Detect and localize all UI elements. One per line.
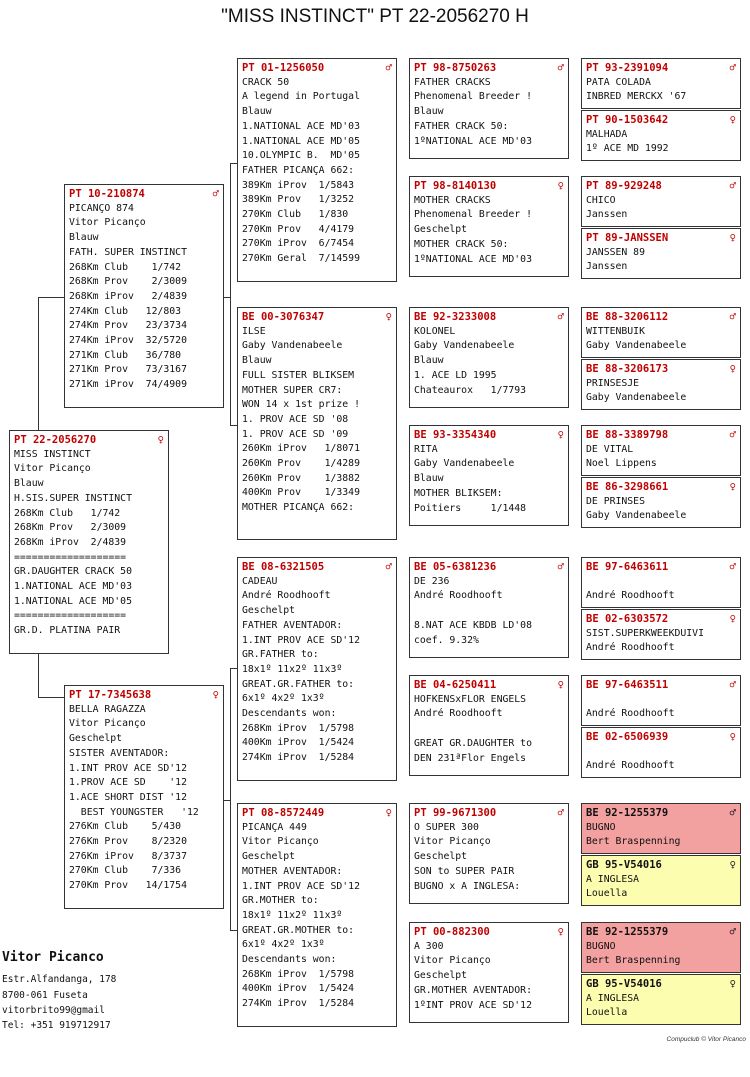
card-line: 1.NATIONAL ACE MD'03 [242,120,360,132]
card-line: Vitor Picanço [414,836,491,848]
card-line: Chateaurox 1/7793 [414,384,527,396]
card-line: Vitor Picanço [69,718,146,730]
male-icon: ♂ [729,679,736,691]
card-line: Janssen [586,209,628,221]
card-line: Vitor Picanço [69,217,146,229]
female-icon: ♀ [212,689,219,701]
card-line: 1.ACE SHORT DIST '12 [69,791,187,803]
ring-number: BE 92-3233008 [414,311,497,323]
card-line: =================== [14,610,127,622]
pedigree-card-ggp [409,803,569,904]
male-icon: ♂ [557,561,564,573]
male-icon: ♂ [729,180,736,192]
card-line: André Roodhooft [414,590,503,602]
ring-number: BE 97-6463611 [586,561,669,573]
card-line [414,604,564,619]
connector-line [230,163,231,425]
ring-number: PT 89-929248 [586,180,662,192]
card-line: PICANÇO 874 [69,202,134,214]
card-line: Louella [586,1007,628,1019]
card-line: 268Km Prov 2/3009 [69,276,187,288]
card-line: CADEAU [242,575,278,587]
pedigree-card-ggp [409,675,569,776]
pedigree-card-ggp [409,58,569,159]
male-icon: ♂ [729,926,736,938]
female-icon: ♀ [729,232,736,244]
card-line: 274Km Club 12/803 [69,305,182,317]
card-line: MOTHER BLIKSEM: [414,487,503,499]
card-line: WON 14 x 1st prize ! [242,399,360,411]
card-line: DE 236 [414,575,450,587]
female-icon: ♀ [729,613,736,625]
male-icon: ♂ [729,807,736,819]
card-line: KOLONEL [414,325,456,337]
card-line: BUGNO [586,821,616,833]
female-icon: ♀ [729,731,736,743]
card-line: André Roodhooft [586,708,675,720]
male-icon: ♂ [729,429,736,441]
card-line: 10.OLYMPIC B. MD'05 [242,150,360,162]
card-line: 1ºNATIONAL ACE MD'03 [414,135,532,147]
card-line: 270Km Prov 14/1754 [69,880,187,892]
card-line: André Roodhooft [242,590,331,602]
ring-number: BE 88-3206112 [586,311,669,323]
card-line: Janssen [586,261,628,273]
card-line: 1. PROV ACE SD '09 [242,428,349,440]
ring-number: PT 99-9671300 [414,807,497,819]
female-icon: ♀ [729,363,736,375]
card-line: Noel Lippens [586,458,657,470]
card-line: 270Km iProv 6/7454 [242,238,355,250]
card-line: Phenomenal Breeder ! [414,209,532,221]
card-line: GREAT GR.DAUGHTER to [414,737,532,749]
card-line: WITTENBUIK [586,325,645,337]
card-line: 6x1º 4x2º 1x3º [242,939,325,951]
male-icon: ♂ [557,62,564,74]
pedigree-card-ggp [409,307,569,408]
card-line [414,722,564,737]
card-line: ILSE [242,325,266,337]
card-line: 1.INT PROV ACE SD'12 [242,634,360,646]
card-line: HOFKENSxFLOR ENGELS [414,693,527,705]
ring-number: BE 04-6250411 [414,679,497,691]
card-line: SIST.SUPERKWEEKDUIVI [586,627,704,639]
ring-number: BE 00-3076347 [242,311,325,323]
card-line: GR.DAUGHTER CRACK 50 [14,566,132,578]
card-line: 1. ACE LD 1995 [414,369,497,381]
pedigree-card-gggp [581,425,741,476]
female-icon: ♀ [729,114,736,126]
card-line: INBRED MERCKX '67 [586,91,687,103]
ring-number: BE 88-3389798 [586,429,669,441]
card-line: Blauw [14,478,44,490]
card-line: A INGLESA [586,992,640,1004]
connector-line [230,668,231,930]
card-line: CRACK 50 [242,76,290,88]
female-icon: ♀ [557,926,564,938]
pedigree-card-dam-sire [237,557,397,781]
card-line: Gaby Vandenabeele [586,340,687,352]
pedigree-card-sire [64,184,224,408]
card-line [586,745,736,760]
female-icon: ♀ [729,481,736,493]
card-line: 260Km Prov 1/4289 [242,458,360,470]
ring-number: PT 90-1503642 [586,114,669,126]
card-line: CHICO [586,194,616,206]
card-line: FATHER CRACK 50: [414,120,509,132]
pedigree-card-sire-dam [237,307,397,540]
card-line: Phenomenal Breeder ! [414,91,532,103]
card-line: Geschelpt [414,224,468,236]
card-line: 268Km iProv 2/4839 [14,536,127,548]
card-line: 268Km Club 1/742 [69,261,182,273]
card-line: Blauw [414,473,444,485]
card-line: MOTHER CRACK 50: [414,238,509,250]
ring-number: PT 08-8572449 [242,807,325,819]
male-icon: ♂ [385,62,392,74]
pedigree-card-gggp [581,359,741,410]
card-line: BUGNO x A INGLESA: [414,880,521,892]
card-line: 268Km iProv 1/5798 [242,968,355,980]
pedigree-card-gggp [581,477,741,528]
connector-line [38,297,65,298]
ring-number: PT 98-8140130 [414,180,497,192]
ring-number: BE 02-6303572 [586,613,669,625]
card-line: Vitor Picanço [414,955,491,967]
pedigree-card-gggp [581,727,741,778]
card-line: 271Km Club 36/780 [69,349,182,361]
card-line: BUGNO [586,940,616,952]
card-line: 400Km iProv 1/5424 [242,983,355,995]
card-line: BELLA RAGAZZA [69,703,146,715]
card-line: MOTHER PICANÇA 662: [242,502,355,514]
card-line: FATHER CRACKS [414,76,491,88]
card-line: Vitor Picanço [242,836,319,848]
pedigree-card-gggp [581,609,741,660]
card-line: 276Km Prov 8/2320 [69,836,187,848]
pedigree-card-gggp [581,855,741,906]
card-line: DE VITAL [586,443,634,455]
card-line: Blauw [242,106,272,118]
card-line: Blauw [69,232,99,244]
card-line: SISTER AVENTADOR: [69,747,170,759]
card-line: Vitor Picanço [14,463,91,475]
card-line: 268Km iProv 2/4839 [69,290,187,302]
pedigree-card-subject [9,430,169,654]
pedigree-card-ggp [409,922,569,1023]
card-line: Blauw [414,355,444,367]
card-line: Poitiers 1/1448 [414,502,527,514]
ring-number: BE 92-1255379 [586,926,669,938]
card-line: GR.FATHER to: [242,649,319,661]
card-line: 1ºINT PROV ACE SD'12 [414,999,532,1011]
card-line: 1.NATIONAL ACE MD'05 [242,135,360,147]
card-line: 270Km Geral 7/14599 [242,253,360,265]
card-line: GREAT.GR.FATHER to: [242,678,355,690]
card-line: 268Km iProv 1/5798 [242,722,355,734]
card-line: 268Km Club 1/742 [14,507,121,519]
card-line: Gaby Vandenabeele [414,458,515,470]
male-icon: ♂ [729,311,736,323]
pedigree-card-gggp [581,557,741,608]
card-line: GR.MOTHER to: [242,895,319,907]
card-line: =================== [14,551,127,563]
card-line: Geschelpt [69,733,123,745]
card-line: A INGLESA [586,873,640,885]
pedigree-card-gggp [581,803,741,854]
card-line: André Roodhooft [414,708,503,720]
pedigree-card-ggp [409,425,569,526]
female-icon: ♀ [729,859,736,871]
card-line: André Roodhooft [586,590,675,602]
card-line: H.SIS.SUPER INSTINCT [14,492,132,504]
card-line: PRINSESJE [586,377,640,389]
ring-number: PT 98-8750263 [414,62,497,74]
card-line: 1.INT PROV ACE SD'12 [242,880,360,892]
card-line: PATA COLADA [586,76,651,88]
owner-email: vitorbrito99@gmail [2,1005,105,1016]
ring-number: PT 00-882300 [414,926,490,938]
card-line: 270Km Prov 4/4179 [242,223,355,235]
card-line: 274Km Prov 23/3734 [69,320,187,332]
ring-number: PT 89-JANSSEN [586,232,669,244]
ring-number: BE 02-6506939 [586,731,669,743]
card-line: 274Km iProv 1/5284 [242,998,355,1010]
card-line: 18x1º 11x2º 11x3º [242,909,343,921]
card-line: RITA [414,443,438,455]
connector-line [38,697,65,698]
pedigree-card-dam [64,685,224,909]
card-line: O SUPER 300 [414,821,479,833]
pedigree-card-dam-dam [237,803,397,1027]
owner-name: Vitor Picanco [2,950,104,965]
card-line: 268Km Prov 2/3009 [14,522,127,534]
card-line: 270Km Club 7/336 [69,865,182,877]
card-line: Geschelpt [414,851,468,863]
male-icon: ♂ [557,311,564,323]
ring-number: BE 05-6381236 [414,561,497,573]
pedigree-card-ggp [409,176,569,277]
pedigree-card-gggp [581,307,741,358]
card-line [586,693,736,708]
card-line: coef. 9.32% [414,634,479,646]
card-line: 1.INT PROV ACE SD'12 [69,762,187,774]
ring-number: PT 93-2391094 [586,62,669,74]
card-line [586,575,736,590]
card-line: A legend in Portugal [242,91,360,103]
ring-number: BE 93-3354340 [414,429,497,441]
ring-number: GB 95-V54016 [586,978,662,990]
card-line: 271Km iProv 74/4909 [69,379,187,391]
card-line: FULL SISTER BLIKSEM [242,369,355,381]
card-line: 274Km iProv 32/5720 [69,335,187,347]
pedigree-card-gggp [581,228,741,279]
card-line: 8.NAT ACE KBDB LD'08 [414,619,532,631]
pedigree-card-gggp [581,675,741,726]
card-line: Bert Braspenning [586,836,681,848]
card-line: 1.NATIONAL ACE MD'03 [14,581,132,593]
card-line: 400Km iProv 1/5424 [242,737,355,749]
ring-number: BE 08-6321505 [242,561,325,573]
card-line: 276Km Club 5/430 [69,821,182,833]
card-line: MALHADA [586,128,628,140]
card-line: GR.MOTHER AVENTADOR: [414,984,532,996]
ring-number: BE 86-3298661 [586,481,669,493]
card-line: 389Km iProv 1/5843 [242,179,355,191]
page-title: "MISS INSTINCT" PT 22-2056270 H [221,6,529,27]
owner-postal: 8700-061 Fuseta [2,990,88,1001]
card-line: 260Km Prov 1/3882 [242,472,360,484]
card-line: 18x1º 11x2º 11x3º [242,663,343,675]
card-line: 270Km Club 1/830 [242,209,349,221]
card-line: Bert Braspenning [586,955,681,967]
male-icon: ♂ [212,188,219,200]
owner-address: Estr.Alfandanga, 178 [2,974,117,985]
card-line: MOTHER CRACKS [414,194,491,206]
ring-number: BE 97-6463511 [586,679,669,691]
card-line: 1ºNATIONAL ACE MD'03 [414,253,532,265]
ring-number: PT 22-2056270 [14,434,97,446]
ring-number: BE 92-1255379 [586,807,669,819]
card-line: 271Km Prov 73/3167 [69,364,187,376]
card-line: Blauw [242,355,272,367]
card-line: Geschelpt [242,851,296,863]
female-icon: ♀ [729,978,736,990]
female-icon: ♀ [385,807,392,819]
connector-line [38,297,39,432]
female-icon: ♀ [557,679,564,691]
pedigree-card-ggp [409,557,569,658]
card-line: Gaby Vandenabeele [586,392,687,404]
male-icon: ♂ [729,62,736,74]
card-line: DE PRINSES [586,495,645,507]
male-icon: ♂ [557,807,564,819]
owner-phone: Tel: +351 919712917 [2,1020,111,1031]
card-line: Descendants won: [242,954,337,966]
card-line: A 300 [414,940,444,952]
card-line: Gaby Vandenabeele [242,340,343,352]
ring-number: PT 01-1256050 [242,62,325,74]
card-line: Gaby Vandenabeele [414,340,515,352]
pedigree-card-gggp [581,176,741,227]
card-line: Descendants won: [242,708,337,720]
pedigree-card-gggp [581,58,741,109]
card-line: FATHER PICANÇA 662: [242,164,355,176]
card-line: FATH. SUPER INSTINCT [69,246,187,258]
card-line: PICANÇA 449 [242,821,307,833]
pedigree-card-gggp [581,974,741,1025]
card-line: MOTHER SUPER CR7: [242,384,343,396]
card-line: 1.PROV ACE SD '12 [69,777,187,789]
connector-line [38,652,39,697]
card-line: JANSSEN 89 [586,246,645,258]
card-line: André Roodhooft [586,760,675,772]
card-line: MOTHER AVENTADOR: [242,865,343,877]
card-line: DEN 231ªFlor Engels [414,752,527,764]
footer-credit: Compuclub © Vitor Picanco [666,1036,746,1043]
card-line: Gaby Vandenabeele [586,510,687,522]
card-line: 1º ACE MD 1992 [586,143,669,155]
card-line: Geschelpt [414,970,468,982]
male-icon: ♂ [385,561,392,573]
card-line: 1. PROV ACE SD '08 [242,413,349,425]
card-line: GR.D. PLATINA PAIR [14,625,121,637]
card-line: Geschelpt [242,605,296,617]
card-line: 400Km Prov 1/3349 [242,487,360,499]
ring-number: BE 88-3206173 [586,363,669,375]
ring-number: GB 95-V54016 [586,859,662,871]
card-line: 276Km iProv 8/3737 [69,850,187,862]
ring-number: PT 10-210874 [69,188,145,200]
pedigree-card-gggp [581,922,741,973]
card-line: GREAT.GR.MOTHER to: [242,924,355,936]
card-line: Louella [586,888,628,900]
pedigree-card-gggp [581,110,741,161]
card-line: 1.NATIONAL ACE MD'05 [14,595,132,607]
card-line: MISS INSTINCT [14,448,91,460]
male-icon: ♂ [729,561,736,573]
card-line: 274Km iProv 1/5284 [242,752,355,764]
card-line: SON to SUPER PAIR [414,865,515,877]
female-icon: ♀ [557,180,564,192]
card-line: 260Km iProv 1/8071 [242,443,360,455]
pedigree-card-sire-sire [237,58,397,282]
card-line: 6x1º 4x2º 1x3º [242,693,325,705]
female-icon: ♀ [157,434,164,446]
card-line: Blauw [414,106,444,118]
ring-number: PT 17-7345638 [69,689,152,701]
card-line: 389Km Prov 1/3252 [242,194,355,206]
card-line: BEST YOUNGSTER '12 [69,806,199,818]
card-line: FATHER AVENTADOR: [242,619,343,631]
female-icon: ♀ [385,311,392,323]
female-icon: ♀ [557,429,564,441]
card-line: André Roodhooft [586,642,675,654]
